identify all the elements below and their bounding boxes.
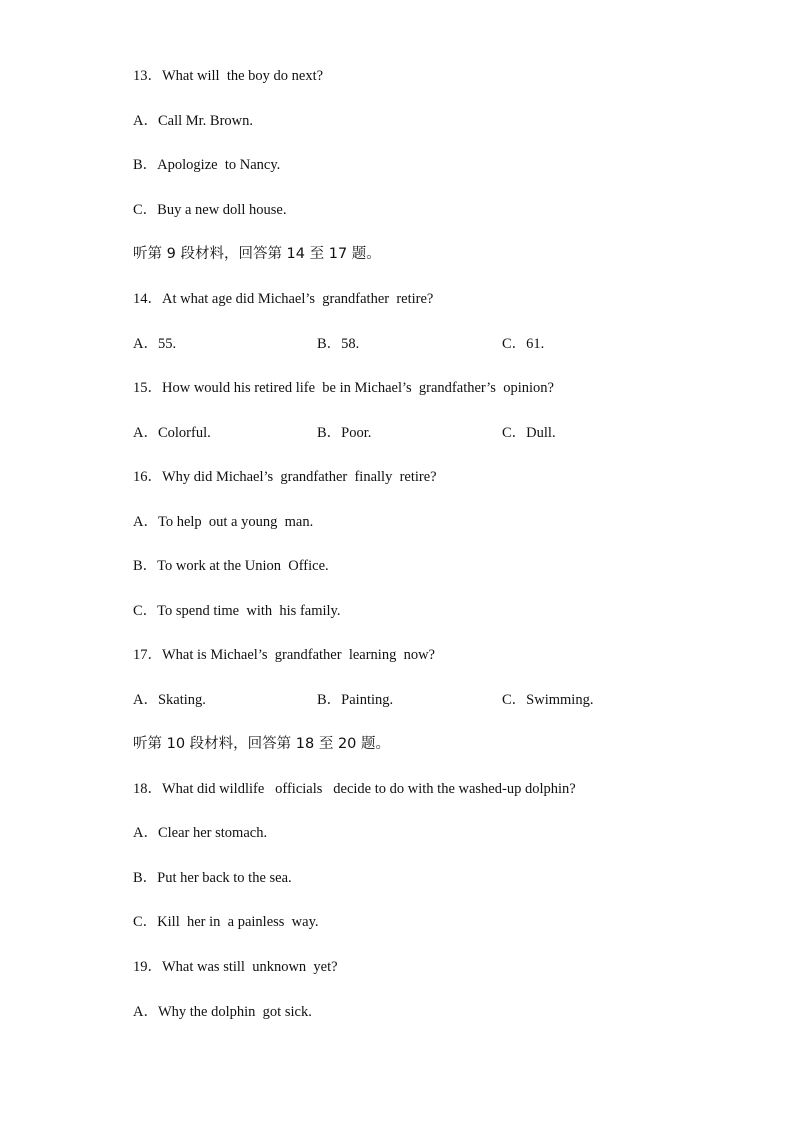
section-10-instruction: 听第 10 段材料，回答第 18 至 20 题。: [133, 736, 391, 752]
question-15-option-a: A．Colorful.: [133, 425, 211, 441]
question-13-option-b: B．Apologize to Nancy.: [133, 157, 281, 173]
question-16-option-c: C．To spend time with his family.: [133, 603, 341, 619]
question-14-option-c: C．61.: [502, 336, 545, 352]
question-15-options: [133, 424, 693, 442]
question-13-option-c: C．Buy a new doll house.: [133, 202, 287, 218]
question-16-option-a: A．To help out a young man.: [133, 514, 314, 530]
question-17-option-c: C．Swimming.: [502, 692, 594, 708]
question-18-option-a: A．Clear her stomach.: [133, 825, 268, 841]
question-19-option-a: A．Why the dolphin got sick.: [133, 1004, 312, 1020]
question-16: 16．Why did Michael’s grandfather finally retire?: [133, 469, 437, 485]
question-15-option-b: B．Poor.: [317, 425, 372, 441]
question-14-option-b: B．58.: [317, 336, 360, 352]
question-18: 18．What did wildlife officials decide to do with the washed-up dolphin?: [133, 781, 576, 797]
question-17-options: [133, 691, 693, 709]
question-18-option-b: B．Put her back to the sea.: [133, 870, 292, 886]
question-17-option-b: B．Painting.: [317, 692, 394, 708]
question-17-option-a: A．Skating.: [133, 692, 206, 708]
question-18-option-c: C．Kill her in a painless way.: [133, 914, 319, 930]
question-15: 15．How would his retired life be in Michael’s grandfather’s opinion?: [133, 380, 554, 396]
question-17: 17．What is Michael’s grandfather learning now?: [133, 647, 435, 663]
question-14: 14．At what age did Michael’s grandfather retire?: [133, 291, 434, 307]
question-16-option-b: B．To work at the Union Office.: [133, 558, 329, 574]
question-15-option-c: C．Dull.: [502, 425, 556, 441]
question-13: 13．What will the boy do next?: [133, 68, 324, 84]
question-19: 19．What was still unknown yet?: [133, 959, 338, 975]
question-13-option-a: A．Call Mr. Brown.: [133, 113, 254, 129]
question-14-option-a: A．55.: [133, 336, 177, 352]
question-14-options: [133, 335, 693, 353]
section-9-instruction: 听第 9 段材料，回答第 14 至 17 题。: [133, 246, 381, 262]
